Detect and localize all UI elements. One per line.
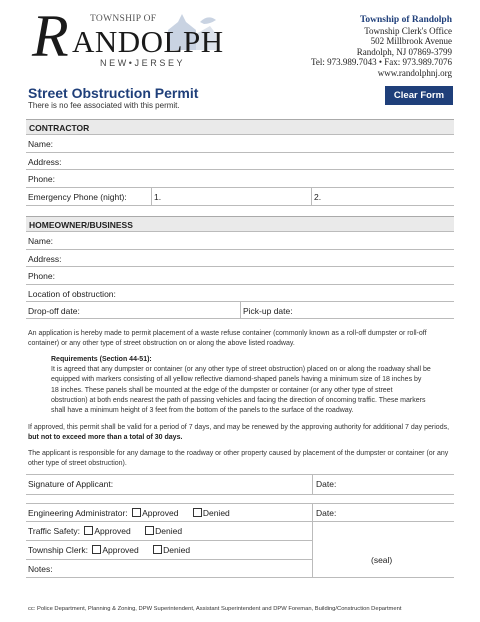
dropoff-date-field[interactable]: Drop-off date: (28, 306, 80, 316)
city-address: Randolph, NJ 07869-3799 (356, 46, 452, 57)
applicant-signature-row (26, 474, 454, 495)
homeowner-name-field[interactable] (26, 231, 454, 249)
approved-label: Approved (142, 508, 179, 518)
clerk-approved-checkbox[interactable] (92, 545, 101, 554)
field-label: Phone: (28, 174, 55, 184)
township-logo (32, 3, 224, 72)
field-label: Location of obstruction: (28, 288, 116, 299)
dates-row (26, 301, 454, 319)
logo-main-text: ANDOLPH (72, 24, 224, 59)
pickup-date-field[interactable]: Pick-up date: (240, 302, 454, 318)
clerk-label: Township Clerk: (28, 545, 88, 555)
contractor-address-field[interactable] (26, 152, 454, 170)
page-title: Street Obstruction Permit (28, 85, 199, 101)
emergency-phone-2-field[interactable]: 2. (311, 188, 454, 205)
contractor-section (26, 119, 454, 206)
approval-date-seal-area (312, 504, 454, 577)
field-label: Name: (28, 236, 54, 246)
applicant-date-field[interactable]: Date: (312, 475, 454, 494)
emergency-phone-1-field[interactable]: 1. (151, 188, 311, 205)
logo-top-text: TOWNSHIP OF (90, 14, 157, 24)
emergency-phone-row (26, 187, 454, 206)
org-name: Township of Randolph (359, 15, 452, 25)
validity-paragraph (28, 423, 453, 443)
street-address: 502 Millbrook Avenue (370, 36, 452, 46)
field-label: Address: (28, 156, 62, 167)
approved-label: Approved (94, 526, 131, 536)
validity-text: If approved, this permit shall be valid for a period of 7 days, and may be renewed by the approving authority for additional 7 day periods, (28, 424, 450, 431)
traffic-approved-checkbox[interactable] (84, 526, 93, 535)
address-block (311, 15, 452, 78)
requirements-heading: Requirements (Section 44-51): (51, 356, 152, 363)
office-name: Township Clerk's Office (364, 25, 452, 36)
field-label: Name: (28, 139, 54, 149)
clerk-denied-checkbox[interactable] (153, 545, 162, 554)
seal-label: (seal) (371, 555, 393, 565)
page-subtitle: There is no fee associated with this permit. (28, 101, 180, 110)
applicant-signature-field[interactable]: Signature of Applicant: (28, 479, 114, 489)
engineering-label: Engineering Administrator: (28, 508, 128, 518)
traffic-label: Traffic Safety: (28, 526, 80, 536)
field-label: Phone: (28, 271, 55, 281)
field-label: Emergency Phone (night): (28, 191, 127, 202)
homeowner-phone-field[interactable] (26, 266, 454, 284)
contractor-phone-field[interactable] (26, 169, 454, 187)
traffic-denied-checkbox[interactable] (145, 526, 154, 535)
location-field[interactable] (26, 284, 454, 302)
traffic-row (26, 521, 312, 540)
phone-fax: Tel: 973.989.7043 • Fax: 973.989.7076 (310, 57, 452, 67)
website[interactable]: www.randolphnj.org (377, 67, 452, 78)
validity-limit: but not to exceed more than a total of 30 days. (28, 434, 183, 442)
field-label: Address: (28, 253, 62, 264)
approved-label: Approved (102, 545, 139, 555)
contractor-name-field[interactable] (26, 134, 454, 152)
requirements-body: It is agreed that any dumpster or container (or any other type of street obstruction) placed on or along the roadway shall be equipped with markers consisting of all yellow reflective diamond-shaped panels having a minimum size of 18 inches by 18 inches. These panels shall be mounted at the edge of the dumpster or container (or any other type of street obstruction) at both ends nearest the path of passing vehicles and facing the direction of oncoming traffic. These markers shall have a minimum height of 3 feet from the bottom of the panels to the surface of the roadway. (51, 366, 431, 415)
responsibility-paragraph: The applicant is responsible for any damage to the roadway or other property caused by placement of the dumpster or container (or any other type of street obstruction). (28, 450, 449, 468)
logo-sub-text: NEW•JERSEY (100, 58, 186, 68)
approval-date-field[interactable]: Date: (316, 508, 337, 518)
homeowner-address-field[interactable] (26, 249, 454, 267)
engineering-approved-checkbox[interactable] (132, 508, 141, 517)
logo-initial: R (32, 3, 69, 69)
notes-field[interactable]: Notes: (26, 559, 312, 577)
engineering-row (26, 504, 312, 521)
denied-label: Denied (163, 545, 191, 555)
engineering-denied-checkbox[interactable] (193, 508, 202, 517)
requirements-block (51, 355, 431, 416)
denied-label: Denied (202, 508, 230, 518)
homeowner-section (26, 216, 454, 319)
clerk-row (26, 540, 312, 559)
application-paragraph: An application is hereby made to permit placement of a waste refuse container (commonly known as a roll-off dumpster or roll-off container) or any other type of street obstruction on or along the above listed roadway. (28, 330, 427, 348)
homeowner-heading: HOMEOWNER/BUSINESS (26, 216, 454, 231)
contractor-heading: CONTRACTOR (26, 119, 454, 134)
cc-distribution: cc: Police Department, Planning & Zoning, DPW Superintendent, Assistant Superintendent and DPW Foreman, Building/Construction Department (28, 606, 402, 612)
signature-block (26, 474, 454, 578)
denied-label: Denied (155, 526, 183, 536)
clear-form-button[interactable]: Clear Form (385, 86, 453, 105)
